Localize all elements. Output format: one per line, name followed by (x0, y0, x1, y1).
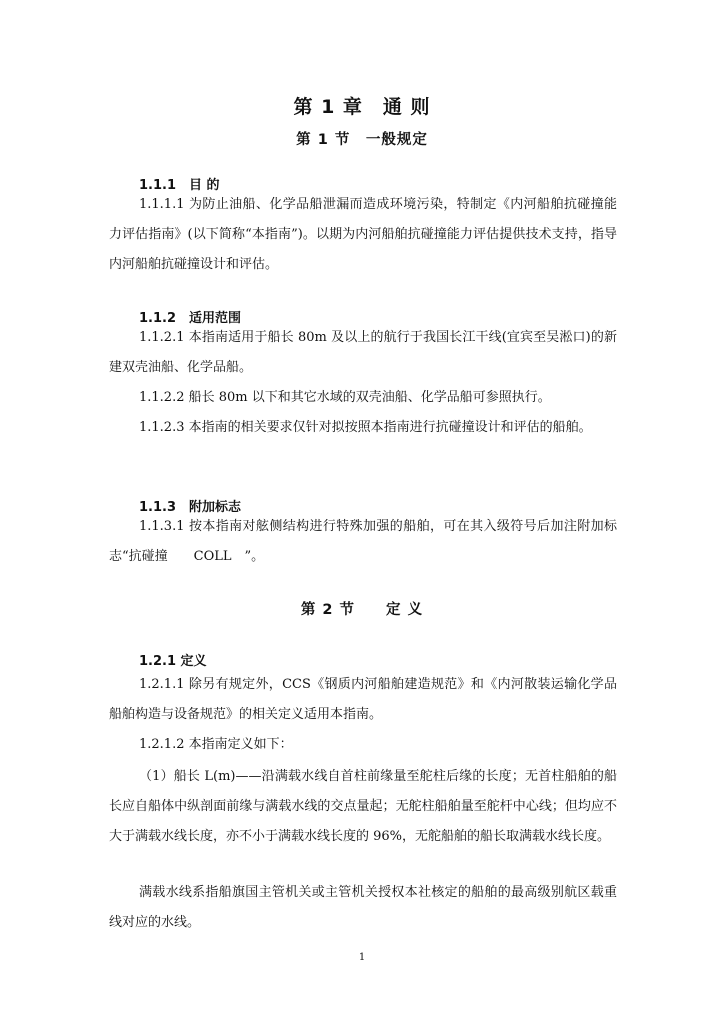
section-2-title: 第 2 节 定 义 (300, 602, 424, 618)
page-number: 1 (358, 952, 366, 963)
paragraph-1-2-1-2: 1.2.1.2 本指南定义如下： (139, 737, 293, 752)
paragraph-1-1-2-2: 1.1.2.2 船长 80m 以下和其它水域的双壳油船、化学品船可参照执行。 (139, 390, 551, 405)
chapter-title: 第 1 章 通 则 (293, 96, 431, 118)
paragraph-1-1-2-1: 1.1.2.1 本指南适用于船长 80m 及以上的航行于我国长江干线(宜宾至吴淞口)的新建双壳油船、化学品船。 (109, 330, 617, 375)
paragraph-full-load-waterline: 满载水线系指船旗国主管机关或主管机关授权本社核定的船舶的最高级别航区载重线对应的水线。 (109, 885, 617, 930)
heading-1-1-1: 1.1.1 目 的 (139, 178, 220, 193)
paragraph-1-2-1-1: 1.2.1.1 除另有规定外，CCS《钢质内河船舶建造规范》和《内河散装运输化学品船舶构造与设备规范》的相关定义适用本指南。 (109, 677, 617, 722)
paragraph-1-1-1-1: 1.1.1.1 为防止油船、化学品船泄漏而造成环境污染，特制定《内河船舶抗碰撞能力评估指南》(以下简称“本指南”)。以期为内河船舶抗碰撞能力评估提供技术支持，指导内河船舶抗碰撞设计和评估。 (109, 197, 617, 272)
section-1-title: 第 1 节 一般规定 (296, 132, 428, 148)
paragraph-ship-length-definition: （1）船长 L(m)——沿满载水线自首柱前缘量至舵柱后缘的长度；无首柱船舶的船长应自船体中纵剖面前缘与满载水线的交点量起；无舵柱船舶量至舵杆中心线；但均应不大于满载水线长度，亦不小于满载水线长度的 96%，无舵船舶的船长取满载水线长度。 (109, 769, 617, 844)
heading-1-2-1: 1.2.1 定义 (139, 654, 207, 669)
heading-1-1-2: 1.1.2 适用范围 (139, 311, 242, 326)
paragraph-1-1-3-1: 1.1.3.1 按本指南对舷侧结构进行特殊加强的船舶，可在其入级符号后加注附加标志“抗碰撞 COLL ”。 (109, 519, 617, 564)
paragraph-1-1-2-3: 1.1.2.3 本指南的相关要求仅针对拟按照本指南进行抗碰撞设计和评估的船舶。 (139, 420, 592, 435)
heading-1-1-3: 1.1.3 附加标志 (139, 500, 242, 515)
